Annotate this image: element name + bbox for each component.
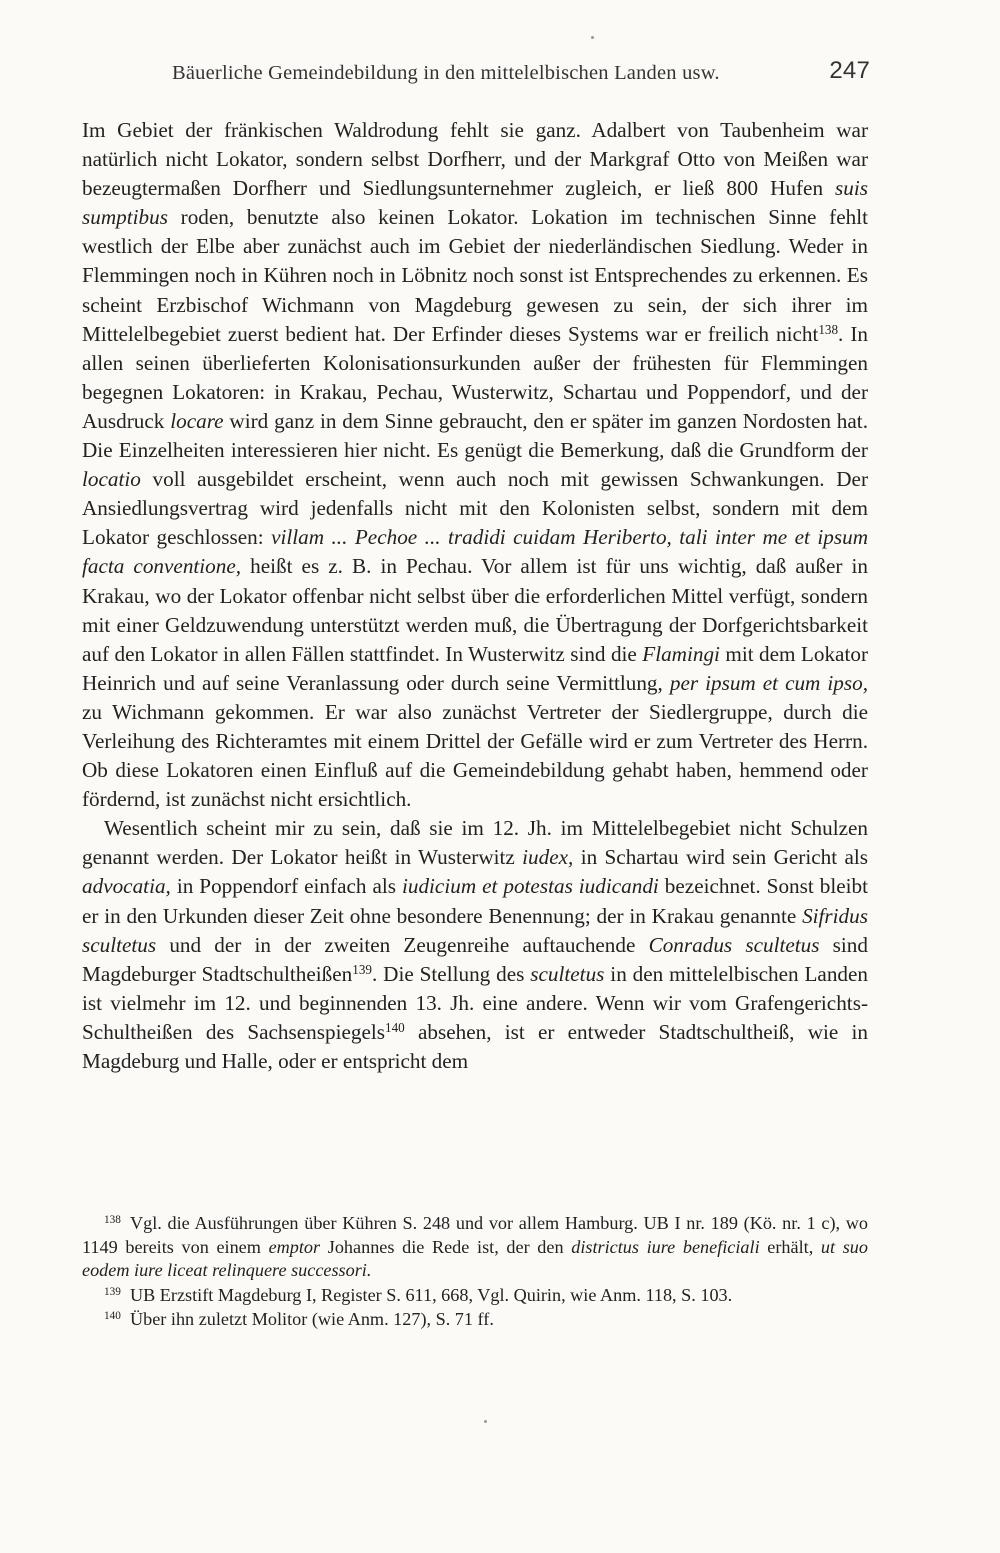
footnotes bbox=[82, 1212, 868, 1332]
text-run: in den mittelelbischen Landen ist vielmehr im 12. und beginnenden 13. Jh. eine andere. Wenn wir vom Grafengerichts-Schultheißen des Sachsenspiegels bbox=[82, 961, 869, 1044]
footnote bbox=[82, 1212, 868, 1283]
text-run: Vgl. die Ausführungen über Kühren S. 248 und vor allem Hamburg. UB I nr. 189 (Kö. nr. 1 c), wo 1149 bereits von einem bbox=[82, 1213, 868, 1257]
latin-quote: Flamingi bbox=[642, 641, 720, 666]
text-run: in Poppendorf einfach als bbox=[170, 874, 402, 899]
latin-quote: villam ... Pechoe ... tradidi cuidam Heriberto, tali inter me et ipsum facta conventione, bbox=[82, 525, 869, 579]
footnote bbox=[82, 1308, 868, 1332]
running-title: Bäuerliche Gemeindebildung in den mittelelbischen Landen usw. bbox=[172, 62, 720, 84]
latin-quote: Conradus scultetus bbox=[648, 932, 820, 957]
text-run: mit dem Lokator Heinrich und auf seine Veranlassung oder durch seine Vermittlung, bbox=[82, 641, 868, 695]
paper-speck bbox=[484, 1420, 487, 1423]
footnote-ref: 139 bbox=[352, 961, 372, 977]
text-run: roden, benutzte also keinen Lokator. Lokation im technischen Sinne fehlt westlich der Elbe aber zunächst auch im Gebiet der niederländischen Siedlung. Weder in Flemmingen noch in Kühren noch in Löbnitz noch sonst ist Entsprechendes zu erkennen. Es scheint Erzbischof Wichmann von Magdeburg gewesen zu sein, der sich ihrer im Mittelelbegebiet zuerst bedient hat. Der Erfinder dieses Systems war er freilich nicht bbox=[82, 205, 868, 346]
text-run: UB Erzstift Magdeburg I, Register S. 611, 668, Vgl. Quirin, wie Anm. 118, S. 103. bbox=[130, 1284, 733, 1305]
text-run: Wesentlich scheint mir zu sein, daß sie im 12. Jh. im Mittelelbegebiet nicht Schulzen genannt werden. Der Lokator heißt in Wusterwitz bbox=[82, 816, 868, 870]
text-run: und der in der zweiten Zeugenreihe auftauchende bbox=[156, 932, 649, 957]
paper-speck bbox=[591, 36, 594, 39]
text-run: absehen, ist er entweder Stadtschultheiß, wie in Magdeburg und Halle, oder er entspricht dem bbox=[82, 1019, 869, 1073]
text-run: heißt es z. B. in Pechau. Vor allem ist für uns wichtig, daß außer in Krakau, wo der Lokator offenbar nicht selbst über die erforderlichen Mittel verfügt, sondern mit einer Geldzuwendung unterstützt werden muß, die Übertragung der Dorfgerichtsbarkeit auf den Lokator in allen Fällen stattfindet. In Wusterwitz sind die bbox=[82, 554, 868, 666]
text-run: . In allen seinen überlieferten Kolonisationsurkunden außer der frühesten für Flemmingen begegnen Lokatoren: in Krakau, Pechau, Wusterwitz, Schartau und Poppendorf, und der Ausdruck bbox=[82, 321, 868, 433]
latin-quote: locatio bbox=[82, 467, 141, 492]
footnote-number: 139 bbox=[104, 1285, 121, 1298]
paragraph bbox=[82, 814, 868, 1076]
text-run: Über ihn zuletzt Molitor (wie Anm. 127), S. 71 ff. bbox=[130, 1309, 494, 1329]
latin-quote: ut suo eodem iure liceat relinquere successori. bbox=[82, 1236, 868, 1280]
latin-quote: iudex, bbox=[522, 845, 574, 870]
text-run: erhält, bbox=[759, 1236, 821, 1257]
footnote bbox=[82, 1284, 868, 1308]
text-run: bezeichnet. Sonst bleibt er in den Urkunden dieser Zeit ohne besondere Benennung; der in Krakau genannte bbox=[82, 874, 868, 928]
main-text bbox=[82, 116, 868, 1076]
footnote-number: 138 bbox=[104, 1213, 121, 1226]
latin-quote: suis sumptibus bbox=[82, 176, 868, 230]
latin-quote: locare bbox=[170, 408, 224, 433]
text-run: . Die Stellung des bbox=[371, 961, 531, 986]
latin-quote: per ipsum et cum ipso, bbox=[669, 670, 868, 695]
latin-quote: advocatia, bbox=[82, 874, 171, 899]
latin-quote: emptor bbox=[268, 1236, 321, 1257]
text-run: zu Wichmann gekommen. Er war also zunächst Vertreter der Siedlergruppe, durch die Verleihung des Richteramtes mit einem Drittel der Gefälle wird er zum Vertreter des Herrn. Ob diese Lokatoren einen Einfluß auf die Gemeindebildung gehabt haben, hemmend oder fördernd, ist zunächst nicht ersichtlich. bbox=[82, 699, 868, 812]
footnote-ref: 140 bbox=[385, 1019, 405, 1035]
latin-quote: scultetus bbox=[530, 961, 605, 986]
page-number: 247 bbox=[829, 57, 870, 84]
text-run: voll ausgebildet erscheint, wenn auch noch mit gewissen Schwankungen. Der Ansiedlungsvertrag wird jedenfalls nicht mit den Kolonisten selbst, sondern mit dem Lokator geschlossen: bbox=[82, 467, 868, 550]
paragraph bbox=[82, 116, 868, 814]
running-header bbox=[172, 57, 870, 85]
latin-quote: districtus iure beneficiali bbox=[571, 1236, 760, 1257]
latin-quote: iudicium et potestas iudicandi bbox=[401, 874, 659, 899]
footnote-number: 140 bbox=[104, 1309, 121, 1322]
text-run: Johannes die Rede ist, der den bbox=[320, 1236, 572, 1257]
text-run: wird ganz in dem Sinne gebraucht, den er später im ganzen Nordosten hat. Die Einzelheiten interessieren hier nicht. Es genügt die Bemerkung, daß die Grundform der bbox=[82, 408, 868, 463]
footnote-ref: 138 bbox=[818, 321, 839, 337]
text-run: sind Magdeburger Stadtschultheißen bbox=[82, 932, 868, 986]
latin-quote: Sifridus scultetus bbox=[82, 903, 868, 957]
text-run: Im Gebiet der fränkischen Waldrodung fehlt sie ganz. Adalbert von Taubenheim war natürlich nicht Lokator, sondern selbst Dorfherr, und der Markgraf Otto von Meißen war bezeugtermaßen Dorfherr und Siedlungsunternehmer zugleich, er ließ 800 Hufen bbox=[82, 118, 868, 201]
text-run: in Schartau wird sein Gericht als bbox=[573, 845, 869, 870]
